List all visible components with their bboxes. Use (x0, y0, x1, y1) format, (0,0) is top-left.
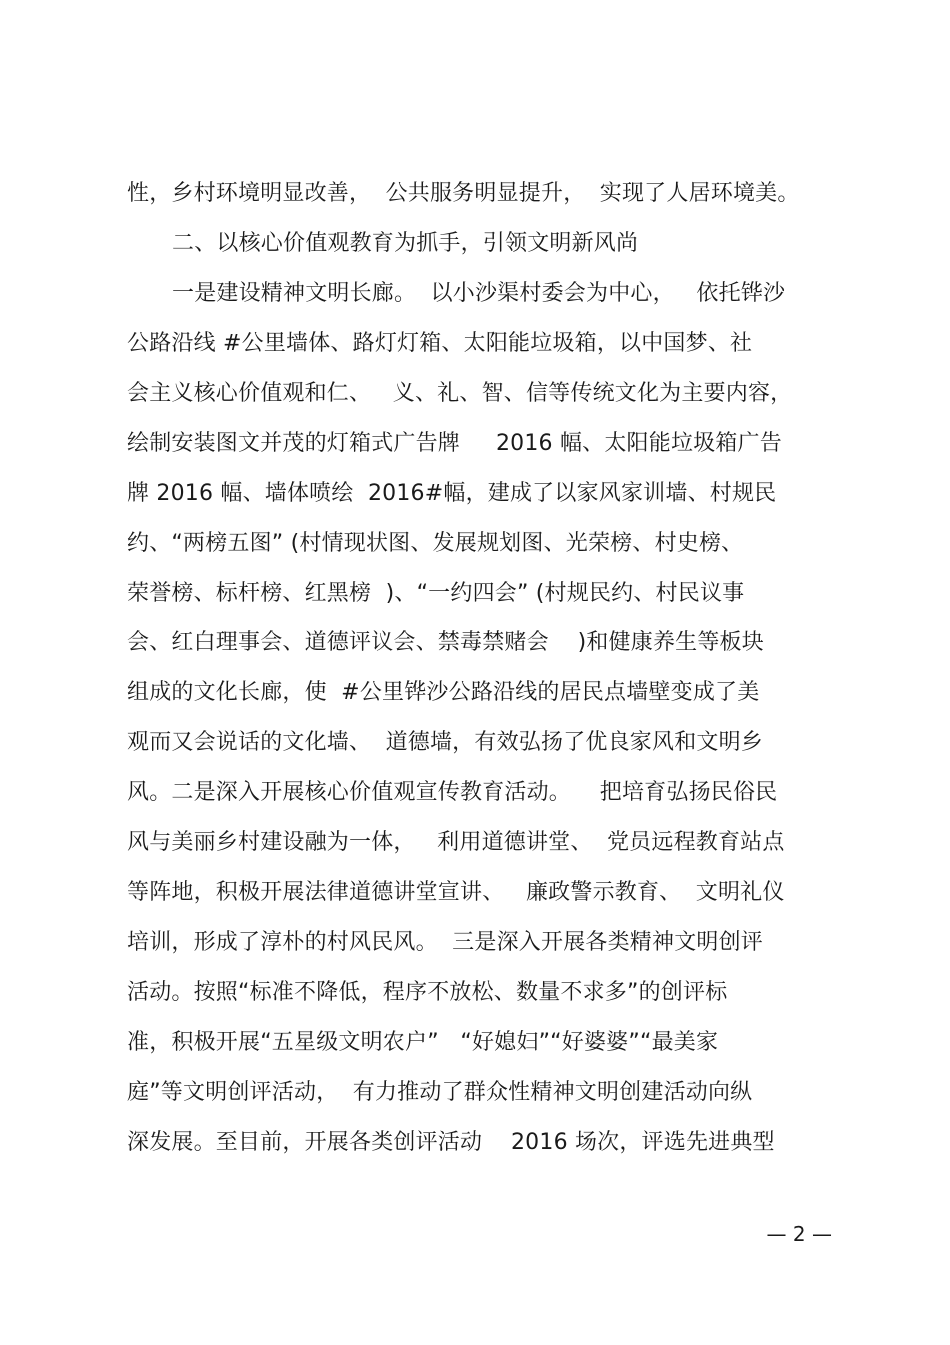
text-line-16: 培训，形成了淳朴的村风民风。 三是深入开展各类精神文明创评 (127, 930, 763, 955)
text-line-14: 风与美丽乡村建设融为一体， 利用道德讲堂、 党员远程教育站点 (127, 830, 785, 855)
text-line-5: 会主义核心价值观和仁、 义、礼、智、信等传统文化为主要内容， (127, 381, 793, 406)
section-heading: 二、以核心价值观教育为抓手，引领文明新风尚 (172, 231, 639, 256)
text-line-10: 会、红白理事会、道德评议会、禁毒禁赌会 )和健康养生等板块 (127, 630, 764, 655)
text-line-20: 深发展。至目前，开展各类创评活动 2016 场次，评选先进典型 (127, 1130, 775, 1155)
text-line-12: 观而又会说话的文化墙、 道德墙，有效弘扬了优良家风和文明乡 (127, 730, 763, 755)
text-line-3: 一是建设精神文明长廊。 以小沙渠村委会为中心， 依托铧沙 (172, 281, 786, 306)
text-line-17: 活动。按照“标准不降低，程序不放松、数量不求多”的创评标 (127, 980, 728, 1005)
text-line-4: 公路沿线 #公里墙体、路灯灯箱、太阳能垃圾箱，以中国梦、社 (127, 331, 753, 356)
text-line-6: 绘制安装图文并茂的灯箱式广告牌 2016 幅、太阳能垃圾箱广告 (127, 431, 782, 456)
text-line-8: 约、“两榜五图” (村情现状图、发展规划图、光荣榜、村史榜、 (127, 531, 744, 556)
text-line-11: 组成的文化长廊，使 #公里铧沙公路沿线的居民点墙壁变成了美 (127, 680, 760, 705)
text-line-19: 庭”等文明创评活动， 有力推动了群众性精神文明创建活动向纵 (127, 1080, 753, 1105)
text-line-15: 等阵地，积极开展法律道德讲堂宣讲、 廉政警示教育、 文明礼仪 (127, 880, 785, 905)
text-line-13: 风。二是深入开展核心价值观宣传教育活动。 把培育弘扬民俗民 (127, 780, 778, 805)
text-line-18: 准，积极开展“五星级文明农户” “好媳妇”“好婆婆”“最美家 (127, 1030, 719, 1055)
page-number: — 2 — (766, 1222, 832, 1246)
text-line-9: 荣誉榜、标杆榜、红黑榜 )、“一约四会” (村规民约、村民议事 (127, 581, 745, 606)
text-line-7: 牌 2016 幅、墙体喷绘 2016#幅，建成了以家风家训墙、村规民 (127, 481, 777, 506)
text-line-1: 性，乡村环境明显改善， 公共服务明显提升， 实现了人居环境美。 (127, 181, 800, 206)
